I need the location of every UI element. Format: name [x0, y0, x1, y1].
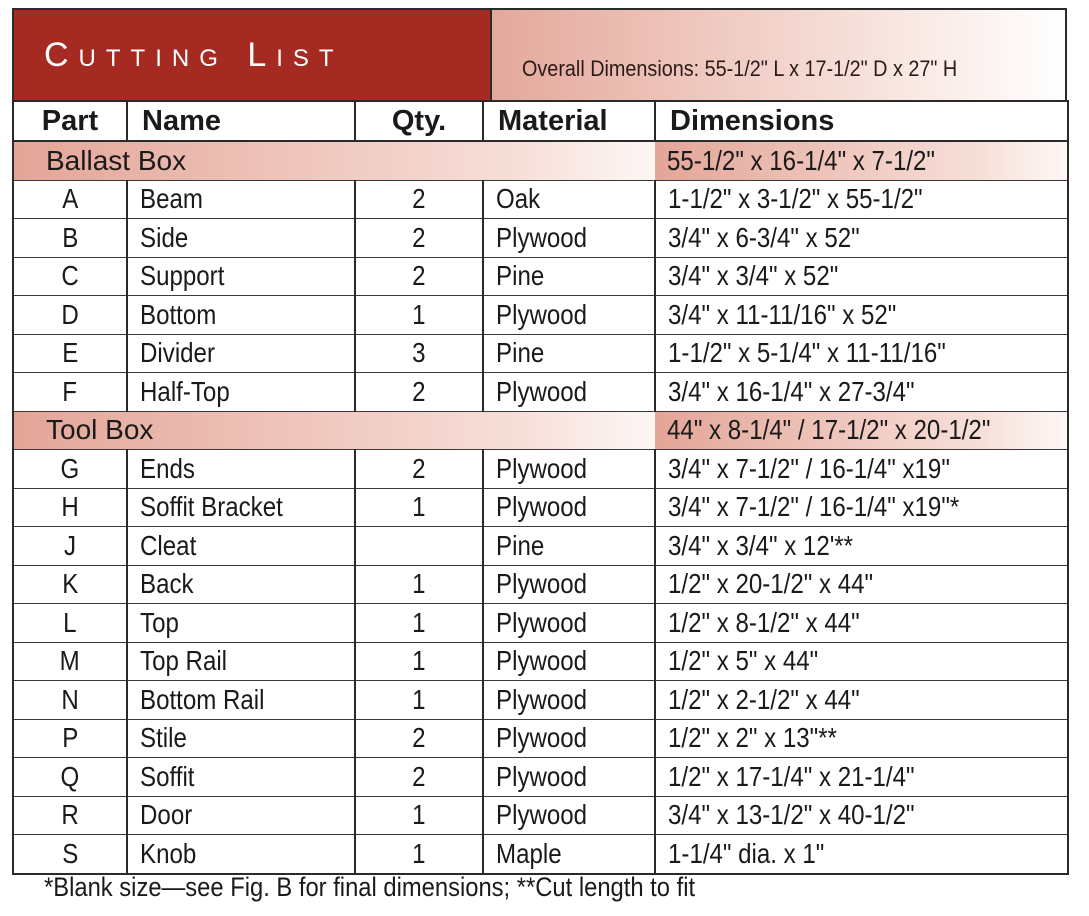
- dimensions-cell: 1/2" x 17-1/4" x 21-1/4": [655, 758, 1068, 797]
- column-header-name: Name: [127, 101, 355, 141]
- section-dimensions: 44" x 8-1/4" / 17-1/2" x 20-1/2": [655, 411, 1068, 450]
- material-cell: Plywood: [483, 796, 655, 835]
- table-row: [13, 604, 1068, 643]
- cutting-list-table: [12, 100, 1069, 875]
- dimensions-cell: 1/2" x 5" x 44": [655, 642, 1068, 681]
- part-cell: R: [13, 796, 127, 835]
- table-row: [13, 796, 1068, 835]
- table-row: [13, 334, 1068, 373]
- name-cell: Cleat: [127, 527, 355, 566]
- qty-cell: 1: [355, 642, 483, 681]
- title-block: [14, 10, 492, 100]
- material-cell: Plywood: [483, 719, 655, 758]
- name-cell: Stile: [127, 719, 355, 758]
- qty-cell: 2: [355, 373, 483, 412]
- column-header-dimensions: Dimensions: [655, 101, 1068, 141]
- material-cell: Pine: [483, 257, 655, 296]
- qty-cell: 1: [355, 835, 483, 874]
- part-cell: J: [13, 527, 127, 566]
- material-cell: Plywood: [483, 758, 655, 797]
- table-row: [13, 527, 1068, 566]
- dimensions-cell: 1-1/4" dia. x 1": [655, 835, 1068, 874]
- part-cell: S: [13, 835, 127, 874]
- qty-cell: 2: [355, 450, 483, 489]
- table-row: [13, 257, 1068, 296]
- material-cell: Plywood: [483, 219, 655, 258]
- material-cell: Plywood: [483, 681, 655, 720]
- material-cell: Plywood: [483, 488, 655, 527]
- qty-cell: 2: [355, 719, 483, 758]
- dimensions-cell: 3/4" x 7-1/2" / 16-1/4" x19": [655, 450, 1068, 489]
- dimensions-cell: 1-1/2" x 3-1/2" x 55-1/2": [655, 180, 1068, 219]
- page-title: Cutting List: [44, 35, 344, 74]
- dimensions-cell: 3/4" x 13-1/2" x 40-1/2": [655, 796, 1068, 835]
- qty-cell: 1: [355, 488, 483, 527]
- name-cell: Back: [127, 565, 355, 604]
- name-cell: Door: [127, 796, 355, 835]
- qty-cell: 2: [355, 219, 483, 258]
- dimensions-cell: 3/4" x 7-1/2" / 16-1/4" x19"*: [655, 488, 1068, 527]
- name-cell: Bottom Rail: [127, 681, 355, 720]
- material-cell: Pine: [483, 334, 655, 373]
- qty-cell: 1: [355, 681, 483, 720]
- table-row: [13, 758, 1068, 797]
- table-row: [13, 373, 1068, 412]
- dimensions-cell: 1/2" x 2" x 13"**: [655, 719, 1068, 758]
- material-cell: Plywood: [483, 450, 655, 489]
- material-cell: Pine: [483, 527, 655, 566]
- part-cell: P: [13, 719, 127, 758]
- part-cell: L: [13, 604, 127, 643]
- qty-cell: 2: [355, 758, 483, 797]
- column-header-part: Part: [13, 101, 127, 141]
- dimensions-cell: 3/4" x 6-3/4" x 52": [655, 219, 1068, 258]
- material-cell: Maple: [483, 835, 655, 874]
- column-header-material: Material: [483, 101, 655, 141]
- name-cell: Divider: [127, 334, 355, 373]
- section-name: Ballast Box: [13, 141, 655, 180]
- dimensions-cell: 1/2" x 2-1/2" x 44": [655, 681, 1068, 720]
- part-cell: A: [13, 180, 127, 219]
- part-cell: H: [13, 488, 127, 527]
- part-cell: C: [13, 257, 127, 296]
- table-row: [13, 450, 1068, 489]
- name-cell: Soffit Bracket: [127, 488, 355, 527]
- dimensions-cell: 3/4" x 3/4" x 52": [655, 257, 1068, 296]
- qty-cell: 1: [355, 604, 483, 643]
- material-cell: Plywood: [483, 642, 655, 681]
- cutting-list-header: [12, 8, 1067, 100]
- table-row: [13, 719, 1068, 758]
- material-cell: Plywood: [483, 373, 655, 412]
- material-cell: Oak: [483, 180, 655, 219]
- table-row: [13, 180, 1068, 219]
- table-row: [13, 835, 1068, 874]
- dimensions-cell: 3/4" x 3/4" x 12'**: [655, 527, 1068, 566]
- name-cell: Half-Top: [127, 373, 355, 412]
- part-cell: N: [13, 681, 127, 720]
- material-cell: Plywood: [483, 296, 655, 335]
- qty-cell: 1: [355, 796, 483, 835]
- table-row: [13, 488, 1068, 527]
- table-header-row: [13, 101, 1068, 141]
- name-cell: Ends: [127, 450, 355, 489]
- overall-dimensions: Overall Dimensions: 55-1/2" L x 17-1/2" D x 27" H: [522, 56, 958, 81]
- material-cell: Plywood: [483, 565, 655, 604]
- footnote: *Blank size—see Fig. B for final dimensions; **Cut length to fit: [44, 872, 696, 902]
- qty-cell: 2: [355, 180, 483, 219]
- dimensions-cell: 1/2" x 8-1/2" x 44": [655, 604, 1068, 643]
- qty-cell: 1: [355, 296, 483, 335]
- dimensions-cell: 1-1/2" x 5-1/4" x 11-11/16": [655, 334, 1068, 373]
- part-cell: B: [13, 219, 127, 258]
- part-cell: K: [13, 565, 127, 604]
- cutting-list-sheet: [12, 8, 1067, 875]
- table-body: [13, 141, 1068, 874]
- dimensions-cell: 3/4" x 16-1/4" x 27-3/4": [655, 373, 1068, 412]
- table-row: [13, 565, 1068, 604]
- name-cell: Beam: [127, 180, 355, 219]
- name-cell: Bottom: [127, 296, 355, 335]
- qty-cell: 1: [355, 565, 483, 604]
- part-cell: Q: [13, 758, 127, 797]
- section-name: Tool Box: [13, 411, 655, 450]
- qty-cell: 3: [355, 334, 483, 373]
- material-cell: Plywood: [483, 604, 655, 643]
- column-header-qty: Qty.: [355, 101, 483, 141]
- name-cell: Soffit: [127, 758, 355, 797]
- name-cell: Top: [127, 604, 355, 643]
- section-dimensions: 55-1/2" x 16-1/4" x 7-1/2": [655, 141, 1068, 180]
- section-row: [13, 411, 1068, 450]
- table-row: [13, 219, 1068, 258]
- part-cell: F: [13, 373, 127, 412]
- part-cell: M: [13, 642, 127, 681]
- name-cell: Support: [127, 257, 355, 296]
- qty-cell: [355, 527, 483, 566]
- table-row: [13, 642, 1068, 681]
- table-row: [13, 296, 1068, 335]
- overall-dimensions-block: [492, 10, 1065, 100]
- dimensions-cell: 3/4" x 11-11/16" x 52": [655, 296, 1068, 335]
- section-row: [13, 141, 1068, 180]
- name-cell: Side: [127, 219, 355, 258]
- name-cell: Top Rail: [127, 642, 355, 681]
- dimensions-cell: 1/2" x 20-1/2" x 44": [655, 565, 1068, 604]
- table-row: [13, 681, 1068, 720]
- qty-cell: 2: [355, 257, 483, 296]
- part-cell: G: [13, 450, 127, 489]
- part-cell: D: [13, 296, 127, 335]
- part-cell: E: [13, 334, 127, 373]
- name-cell: Knob: [127, 835, 355, 874]
